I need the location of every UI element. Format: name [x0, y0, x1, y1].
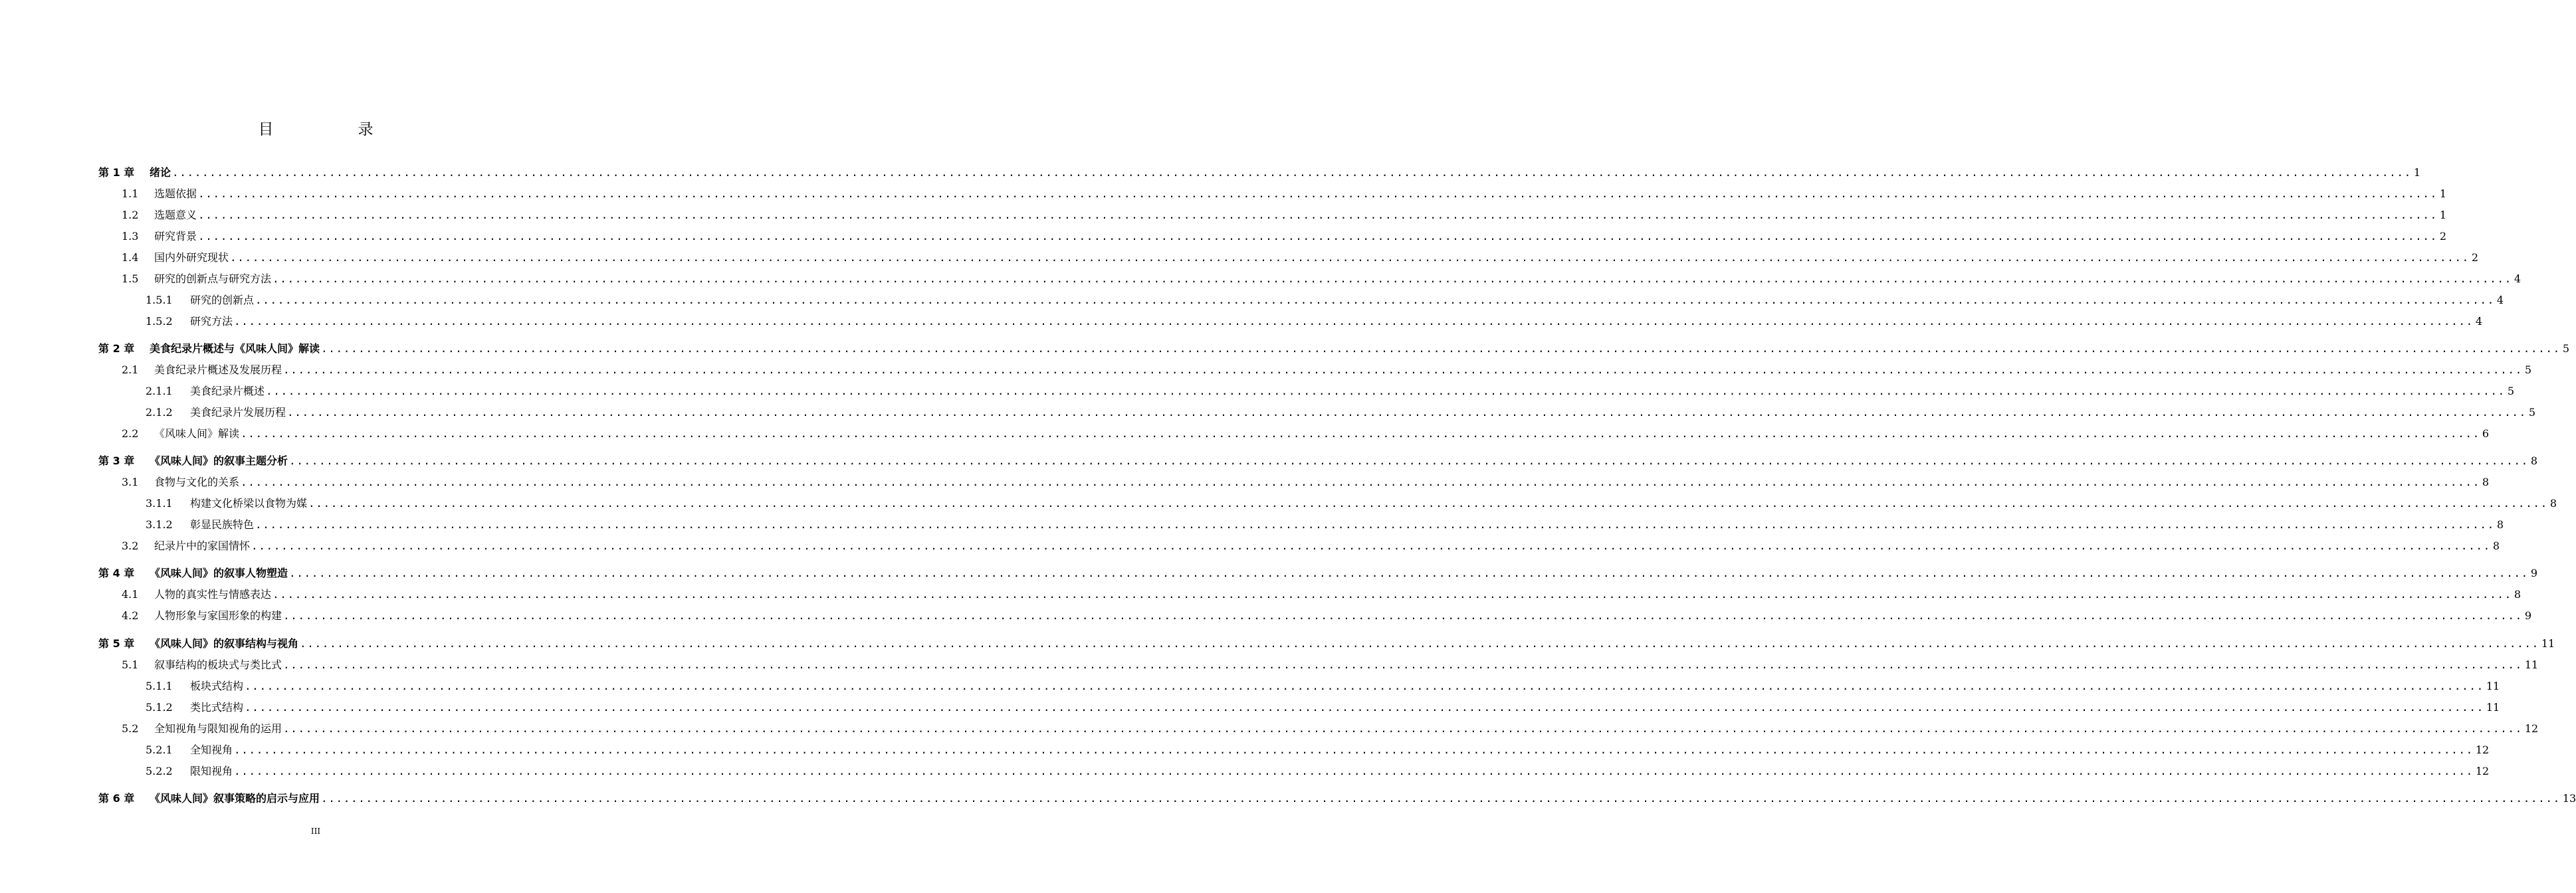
toc-entry-title: 全知视角与限知视角的运用: [154, 722, 282, 735]
toc-entry-number: 2.1: [122, 363, 139, 376]
dot-leader: ............................................................................................................................................................................................................................................................................................................: [283, 363, 2523, 376]
toc-entry-title: 《风味人间》的叙事主题分析: [150, 454, 288, 467]
toc-section-entry[interactable]: [0, 361, 2532, 379]
toc-section-entry[interactable]: [0, 185, 2447, 203]
toc-entry-number: 2.1.1: [146, 385, 173, 397]
dot-leader: ............................................................................................................................................................................................................................................................................................................: [251, 540, 2491, 552]
toc-entry-title: 研究方法: [190, 315, 233, 328]
dot-leader: ............................................................................................................................................................................................................................................................................................................: [234, 765, 2474, 777]
toc-entry-page: 5: [2524, 363, 2532, 376]
dot-leader: ............................................................................................................................................................................................................................................................................................................: [198, 187, 2438, 200]
toc-entry-page: 2: [2439, 230, 2447, 243]
toc-section-entry[interactable]: [0, 742, 2490, 759]
page-title: 目 录: [258, 121, 408, 138]
toc-entry-title: 选题意义: [154, 209, 197, 221]
toc-entry-page: 8: [2492, 540, 2500, 552]
toc-entry-number: 4.1: [122, 588, 139, 601]
toc-entry-page: 8: [2514, 588, 2522, 601]
dot-leader: ............................................................................................................................................................................................................................................................................................................: [241, 476, 2480, 488]
toc-entry-page: 5: [2562, 342, 2570, 355]
toc-entry-page: 9: [2530, 567, 2538, 579]
dot-leader: ............................................................................................................................................................................................................................................................................................................: [266, 385, 2506, 397]
toc-entry-title: 选题依据: [154, 187, 197, 200]
toc-entry-page: 6: [2482, 427, 2490, 440]
dot-leader: ............................................................................................................................................................................................................................................................................................................: [283, 609, 2523, 622]
toc-entry-title: 《风味人间》叙事策略的启示与应用: [150, 792, 320, 805]
toc-entry-title: 绪论: [150, 166, 171, 179]
toc-chapter-entry[interactable]: [0, 565, 2538, 582]
toc-entry-page: 4: [2496, 294, 2504, 306]
dot-leader: ............................................................................................................................................................................................................................................................................................................: [255, 518, 2495, 531]
dot-leader: ............................................................................................................................................................................................................................................................................................................: [234, 744, 2474, 756]
dot-leader: ............................................................................................................................................................................................................................................................................................................: [300, 637, 2539, 650]
toc-entry-page: 9: [2524, 609, 2532, 622]
toc-entry-number: 3.1.1: [146, 497, 173, 510]
dot-leader: ............................................................................................................................................................................................................................................................................................................: [272, 272, 2512, 285]
toc-entry-number: 3.1.2: [146, 518, 173, 531]
dot-leader: ............................................................................................................................................................................................................................................................................................................: [198, 230, 2438, 243]
toc-entry-page: 12: [2475, 744, 2490, 756]
toc-entry-title: 彰显民族特色: [190, 518, 255, 531]
toc-entry-title: 人物形象与家国形象的构建: [154, 609, 282, 622]
dot-leader: ............................................................................................................................................................................................................................................................................................................: [283, 722, 2523, 735]
toc-entry-title: 限知视角: [190, 765, 233, 777]
dot-leader: ............................................................................................................................................................................................................................................................................................................: [198, 209, 2438, 221]
toc-section-entry[interactable]: [0, 699, 2500, 716]
toc-entry-title: 美食纪录片发展历程: [190, 406, 286, 419]
toc-section-entry[interactable]: [0, 207, 2447, 224]
toc-entry-number: 5.1: [122, 658, 139, 671]
toc-section-entry[interactable]: [0, 270, 2522, 288]
toc-entry-title: 板块式结构: [190, 680, 244, 692]
toc-section-entry[interactable]: [0, 474, 2490, 491]
toc-entry-number: 2.2: [122, 427, 139, 440]
toc-chapter-entry[interactable]: [0, 635, 2555, 652]
toc-entry-title: 国内外研究现状: [154, 251, 229, 264]
toc-entry-page: 8: [2549, 497, 2557, 510]
toc-entry-number: 5.2: [122, 722, 139, 735]
dot-leader: ............................................................................................................................................................................................................................................................................................................: [321, 342, 2561, 355]
toc-entry-title: 研究的创新点与研究方法: [154, 272, 272, 285]
toc-entry-number: 5.2.1: [146, 744, 173, 756]
toc-entry-title: 美食纪录片概述: [190, 385, 265, 397]
page-number: III: [310, 827, 321, 836]
toc-section-entry[interactable]: [0, 292, 2504, 309]
toc-chapter-entry[interactable]: [0, 340, 2570, 357]
toc-entry-title: 美食纪录片概述与《风味人间》解读: [150, 342, 320, 355]
toc-entry-title: 纪录片中的家国情怀: [154, 540, 251, 552]
toc-entry-page: 1: [2439, 187, 2447, 200]
toc-chapter-entry[interactable]: [0, 452, 2538, 470]
dot-leader: ............................................................................................................................................................................................................................................................................................................: [241, 427, 2480, 440]
toc-entry-page: 1: [2413, 166, 2421, 179]
toc-entry-title: 研究的创新点: [190, 294, 255, 306]
toc-entry-title: 构建文化桥梁以食物为媒: [190, 497, 308, 510]
toc-section-entry[interactable]: [0, 607, 2532, 625]
toc-section-entry[interactable]: [0, 678, 2500, 695]
toc-section-entry[interactable]: [0, 516, 2504, 534]
dot-leader: ............................................................................................................................................................................................................................................................................................................: [234, 315, 2474, 328]
toc-entry-page: 4: [2514, 272, 2522, 285]
toc-section-entry[interactable]: [0, 586, 2522, 603]
dot-leader: ............................................................................................................................................................................................................................................................................................................: [289, 567, 2529, 579]
toc-entry-title: 美食纪录片概述及发展历程: [154, 363, 282, 376]
toc-entry-title: 叙事结构的板块式与类比式: [154, 658, 282, 671]
toc-entry-title: 全知视角: [190, 744, 233, 756]
toc-section-entry[interactable]: [0, 656, 2539, 674]
toc-section-entry[interactable]: [0, 495, 2557, 512]
dot-leader: ............................................................................................................................................................................................................................................................................................................: [283, 658, 2523, 671]
toc-entry-number: 5.1.2: [146, 701, 173, 714]
toc-entry-number: 1.5.2: [146, 315, 173, 328]
dot-leader: ............................................................................................................................................................................................................................................................................................................: [289, 454, 2529, 467]
toc-entry-title: 研究背景: [154, 230, 197, 243]
dot-leader: ............................................................................................................................................................................................................................................................................................................: [245, 680, 2484, 692]
toc-entry-number: 1.3: [122, 230, 139, 243]
toc-entry-page: 11: [2486, 680, 2500, 692]
dot-leader: ............................................................................................................................................................................................................................................................................................................: [230, 251, 2470, 264]
toc-chapter-entry[interactable]: [0, 164, 2421, 181]
toc-entry-title: 人物的真实性与情感表达: [154, 588, 272, 601]
toc-entry-number: 2.1.2: [146, 406, 173, 419]
toc-entry-number: 5.1.1: [146, 680, 173, 692]
toc-entry-page: 5: [2528, 406, 2536, 419]
toc-entry-number: 1.2: [122, 209, 139, 221]
toc-entry-number: 第 4 章: [98, 567, 135, 579]
dot-leader: ............................................................................................................................................................................................................................................................................................................: [321, 792, 2561, 805]
toc-entry-number: 3.1: [122, 476, 139, 488]
toc-entry-number: 1.4: [122, 251, 139, 264]
toc-entry-page: 5: [2507, 385, 2515, 397]
toc-chapter-entry[interactable]: [0, 790, 2576, 807]
dot-leader: ............................................................................................................................................................................................................................................................................................................: [287, 406, 2527, 419]
toc-entry-title: 《风味人间》的叙事结构与视角: [150, 637, 299, 650]
toc-entry-number: 第 3 章: [98, 454, 135, 467]
toc-entry-page: 2: [2471, 251, 2479, 264]
toc-section-entry[interactable]: [0, 404, 2536, 421]
toc-entry-title: 《风味人间》解读: [154, 427, 240, 440]
toc-entry-page: 8: [2496, 518, 2504, 531]
toc-entry-number: 第 2 章: [98, 342, 135, 355]
toc-entry-number: 第 1 章: [98, 166, 135, 179]
toc-section-entry[interactable]: [0, 228, 2447, 245]
toc-entry-number: 4.2: [122, 609, 139, 622]
toc-entry-page: 8: [2482, 476, 2490, 488]
toc-entry-title: 《风味人间》的叙事人物塑造: [150, 567, 288, 579]
toc-section-entry[interactable]: [0, 720, 2539, 738]
toc-entry-page: 11: [2486, 701, 2500, 714]
toc-section-entry[interactable]: [0, 313, 2483, 330]
toc-entry-page: 11: [2541, 637, 2555, 650]
toc-entry-number: 第 6 章: [98, 792, 135, 805]
toc-section-entry[interactable]: [0, 425, 2490, 443]
toc-entry-page: 4: [2475, 315, 2483, 328]
toc-entry-page: 8: [2530, 454, 2538, 467]
dot-leader: ............................................................................................................................................................................................................................................................................................................: [308, 497, 2548, 510]
toc-entry-title: 类比式结构: [190, 701, 244, 714]
toc-section-entry[interactable]: [0, 383, 2515, 400]
toc-entry-number: 1.1: [122, 187, 139, 200]
toc-entry-page: 11: [2524, 658, 2539, 671]
toc-section-entry[interactable]: [0, 538, 2500, 555]
toc-section-entry[interactable]: [0, 249, 2479, 266]
toc-entry-number: 3.2: [122, 540, 139, 552]
toc-entry-page: 12: [2524, 722, 2539, 735]
dot-leader: ............................................................................................................................................................................................................................................................................................................: [255, 294, 2495, 306]
dot-leader: ............................................................................................................................................................................................................................................................................................................: [245, 701, 2484, 714]
toc-entry-number: 1.5.1: [146, 294, 173, 306]
toc-entry-number: 5.2.2: [146, 765, 173, 777]
toc-entry-page: 12: [2475, 765, 2490, 777]
toc-entry-page: 1: [2439, 209, 2447, 221]
dot-leader: ............................................................................................................................................................................................................................................................................................................: [272, 588, 2512, 601]
toc-entry-page: 13: [2562, 792, 2576, 805]
dot-leader: ............................................................................................................................................................................................................................................................................................................: [172, 166, 2412, 179]
toc-entry-number: 第 5 章: [98, 637, 135, 650]
toc-section-entry[interactable]: [0, 763, 2490, 780]
toc-entry-title: 食物与文化的关系: [154, 476, 240, 488]
toc-entry-number: 1.5: [122, 272, 139, 285]
